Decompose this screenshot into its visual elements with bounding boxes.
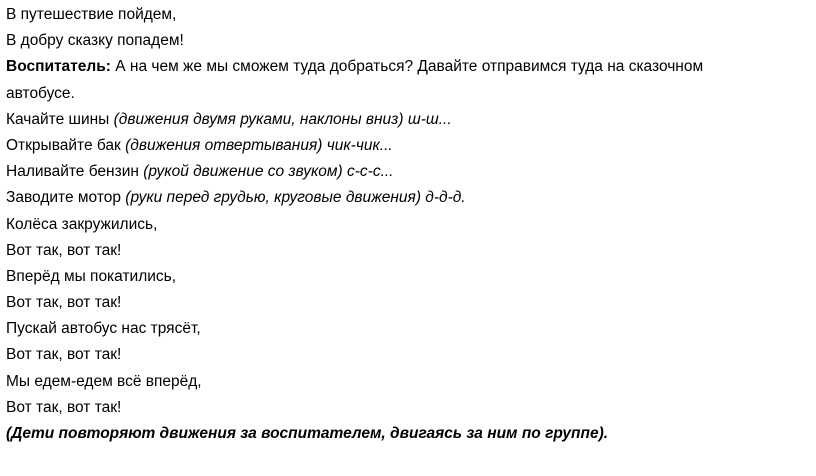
instruction-line-motor xyxy=(6,185,812,211)
closing-note-line xyxy=(6,421,812,447)
verse-line-1: Колёса закружились, xyxy=(6,215,158,233)
verse-line-4: Мы едем-едем всё вперёд, xyxy=(6,372,202,390)
verse-line-3: Пускай автобус нас трясёт, xyxy=(6,320,201,338)
instruction-text: Открывайте бак xyxy=(6,136,126,154)
instruction-line-tank xyxy=(6,133,812,159)
instruction-text: Качайте шины xyxy=(6,110,114,128)
speaker-label: Воспитатель: xyxy=(6,58,111,76)
teacher-line xyxy=(6,54,812,80)
verse-refrain-1: Вот так, вот так! xyxy=(6,241,122,259)
teacher-speech: А на чем же мы сможем туда добраться? Давайте отправимся туда на сказочном xyxy=(110,58,704,76)
instruction-action: (движения отвертывания) чик-чик... xyxy=(125,136,393,154)
closing-note: (Дети повторяют движения за воспитателем, двигаясь за ним по группе). xyxy=(6,425,609,442)
verse-line-2: Вперёд мы покатились, xyxy=(6,267,177,285)
teacher-speech-continued: автобусе. xyxy=(6,84,75,102)
verse-refrain-3: Вот так, вот так! xyxy=(6,346,122,364)
poem-line-1: В путешествие пойдем, xyxy=(6,6,177,23)
instruction-action: (движения двумя руками, наклоны вниз) ш-ш... xyxy=(113,110,452,128)
instruction-action: (рукой движение со звуком) с-с-с... xyxy=(143,163,394,181)
instruction-text: Наливайте бензин xyxy=(6,163,144,181)
verse-refrain-2: Вот так, вот так! xyxy=(6,294,122,312)
document-body xyxy=(6,2,812,447)
instruction-action: (руки перед грудью, круговые движения) д-д-д. xyxy=(125,189,466,207)
instruction-line-tires xyxy=(6,107,812,133)
instruction-line-fuel xyxy=(6,159,812,185)
verse-refrain-4: Вот так, вот так! xyxy=(6,398,122,416)
instruction-text: Заводите мотор xyxy=(6,189,126,207)
poem-line-2: В добру сказку попадем! xyxy=(6,32,184,50)
